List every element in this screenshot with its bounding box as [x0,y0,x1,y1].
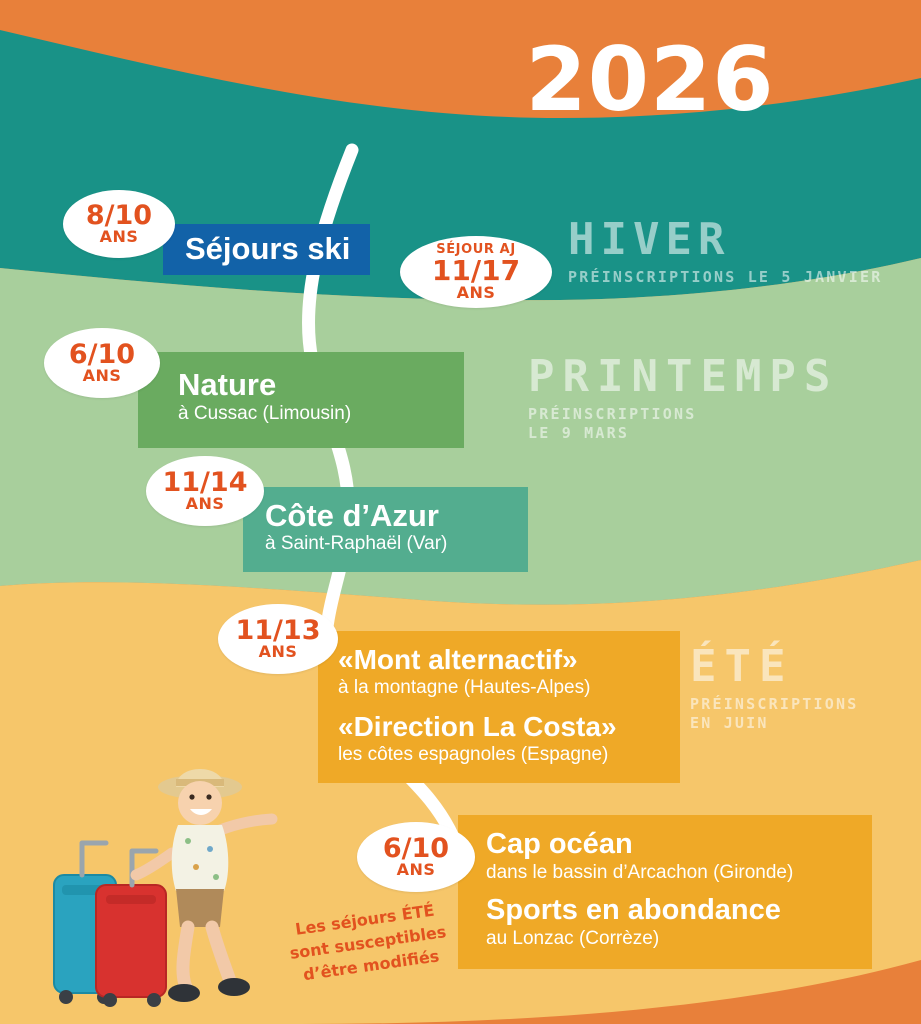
age-unit: ANS [456,283,496,303]
page-title: 2026 [525,28,775,131]
season-subtitle-line1: PRÉINSCRIPTIONS [690,695,859,713]
season-subtitle-line2: LE 9 MARS [528,423,630,442]
stay-title: Nature [178,367,277,402]
stay-location-mont: à la montagne (Hautes-Alpes) [338,677,591,699]
stay-location-costa: les côtes espagnoles (Espagne) [338,744,609,766]
stay-card-cote-dazur[interactable] [243,487,528,572]
stay-title: Côte d’Azur [265,498,439,533]
season-name: HIVER [568,214,731,265]
badge-prefix: SÉJOUR AJ [436,241,516,257]
season-subtitle-line2: EN JUIN [690,713,769,732]
stay-title-ocean: Cap océan [486,828,633,860]
age-range: 11/17 [431,253,521,287]
stay-title: Séjours ski [185,231,351,266]
season-name: PRINTEMPS [528,351,839,402]
age-range: 11/13 [235,614,321,646]
season-name: ÉTÉ [690,641,794,692]
stay-location-sports: au Lonzac (Corrèze) [486,928,660,950]
age-unit: ANS [82,366,122,386]
stay-title-costa: «Direction La Costa» [338,711,617,743]
age-unit: ANS [99,227,139,247]
age-range: 11/14 [162,466,248,498]
stay-title-mont: «Mont alternactif» [338,644,578,675]
age-badge-nature-6-10 [44,328,160,398]
stay-location-ocean: dans le bassin d’Arcachon (Gironde) [486,862,794,884]
stay-card-ocean-sports[interactable] [458,815,872,969]
disclaimer-note: Les séjours ÉTÉ sont susceptibles d’être modifiés [288,900,448,985]
age-range: 6/10 [382,832,450,864]
stay-location: à Saint-Raphaël (Var) [265,533,448,555]
season-label-hiver [568,214,883,287]
age-badge-ski-11-17 [400,236,552,308]
stay-card-summer-mountain-spain[interactable] [318,631,680,783]
age-unit: ANS [258,642,298,662]
age-range: 8/10 [85,199,153,231]
stay-location: à Cussac (Limousin) [178,403,352,425]
stay-card-ski[interactable] [163,224,370,275]
age-badge-mont-11-13 [218,604,338,674]
season-label-ete [690,641,859,733]
stay-title-sports: Sports en abondance [486,894,781,927]
child-with-suitcase-illustration [40,735,310,1015]
season-label-printemps [528,351,839,443]
season-subtitle-line1: PRÉINSCRIPTIONS [528,405,697,423]
age-badge-ocean-6-10 [357,822,475,892]
age-range: 6/10 [68,338,136,370]
age-badge-azur-11-14 [146,456,264,526]
season-subtitle: PRÉINSCRIPTIONS LE 5 JANVIER [568,268,883,286]
stay-card-nature[interactable] [138,352,464,448]
age-unit: ANS [396,860,436,880]
age-unit: ANS [185,494,225,514]
age-badge-ski-8-10 [63,190,175,258]
